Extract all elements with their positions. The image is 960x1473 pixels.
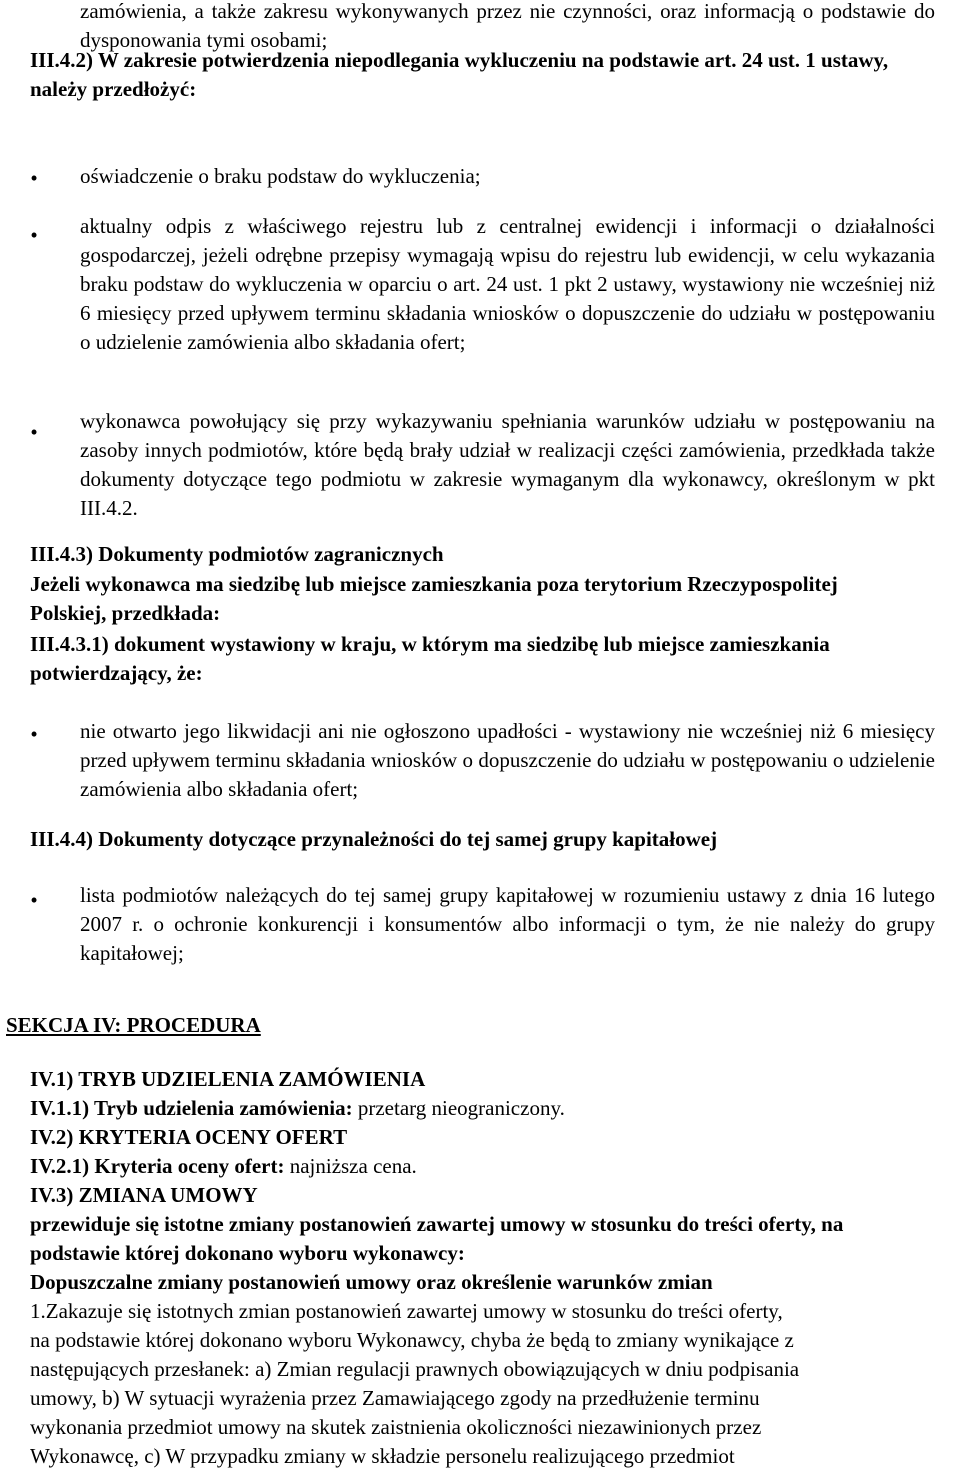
list-item: wykonawca powołujący się przy wykazywaniu spełniania warunków udziału w postępowaniu na zasoby innych podmiotów, które będą brały udział w realizacji części zamówienia, przedkłada także dokumenty dotyczące tego podmiotu w zakresie wymaganym dla wykonawcy, określonym w pkt III.4.2. [80,409,935,520]
bullet-icon: • [30,888,38,912]
heading-iv-1: IV.1) TRYB UDZIELENIA ZAMÓWIENIA [30,1067,426,1091]
section-iv-title: SEKCJA IV: PROCEDURA [6,1013,261,1037]
section-heading-iii-4-3: III.4.3) Dokumenty podmiotów zagranicznych [30,542,444,566]
intro-paragraph: zamówienia, a także zakresu wykonywanych przez nie czynności, oraz informacją o podstawie do dysponowania tymi osobami; [80,0,935,52]
iv-3-subheading: Dopuszczalne zmiany postanowień umowy oraz określenie warunków zmian [30,1270,713,1294]
text-line: na podstawie której dokonano wyboru Wykonawcy, chyba że będą to zmiany wynikające z [30,1328,794,1352]
row-iv-1-1 [30,1094,930,1123]
text-line: umowy, b) W sytuacji wyrażenia przez Zamawiającego zgody na przedłużenie terminu [30,1386,760,1410]
iv-3-text: przewiduje się istotne zmiany postanowień zawartej umowy w stosunku do treści oferty, na podstawie której dokonano wyboru wykonawcy: [30,1212,844,1265]
foreign-entities-condition: Jeżeli wykonawca ma siedzibę lub miejsce zamieszkania poza terytorium Rzeczypospolitej Polskiej, przedkłada: [30,572,838,625]
list-item: aktualny odpis z właściwego rejestru lub z centralnej ewidencji i informacji o działalności gospodarczej, jeżeli odrębne przepisy wymagają wpisu do rejestru lub ewidencji, w celu wykazania braku podstaw do wykluczenia w oparciu o art. 24 ust. 1 pkt 2 ustawy, wystawiony nie wcześniej niż 6 miesięcy przed upływem terminu składania wniosków o dopuszczenie do udziału w postępowaniu o udzielenie zamówienia albo składania ofert; [80,214,935,354]
list-item: oświadczenie o braku podstaw do wykluczenia; [80,164,481,188]
text-line: 1.Zakazuje się istotnych zmian postanowień zawartej umowy w stosunku do treści oferty, [30,1299,783,1323]
bullet-icon: • [30,166,38,190]
bullet-icon: • [30,223,38,247]
heading-iv-2: IV.2) KRYTERIA OCENY OFERT [30,1125,348,1149]
text-line: następujących przesłanek: a) Zmian regulacji prawnych obowiązujących w dniu podpisania [30,1357,800,1381]
iv-2-1-value: najniższa cena. [289,1154,417,1178]
list-item: nie otwarto jego likwidacji ani nie ogłoszono upadłości - wystawiony nie wcześniej niż 6 miesięcy przed upływem terminu składania wniosków o dopuszczenie do udziału w postępowaniu o udzielenie zamówienia albo składania ofert; [80,719,935,801]
heading-iv-3: IV.3) ZMIANA UMOWY [30,1183,258,1207]
text-line: wykonania przedmiot umowy na skutek zaistnienia okoliczności niezawinionych przez [30,1415,762,1439]
row-iv-2-1 [30,1152,930,1181]
list-item: lista podmiotów należących do tej samej grupy kapitałowej w rozumieniu ustawy z dnia 16 lutego 2007 r. o ochronie konkurencji i konsumentów albo informacji o tym, że nie należy do grupy kapitałowej; [80,883,935,965]
iv-1-1-label: IV.1.1) Tryb udzielenia zamówienia: [30,1096,353,1120]
section-heading-iii-4-4: III.4.4) Dokumenty dotyczące przynależności do tej samej grupy kapitałowej [30,827,718,851]
text-line: Wykonawcę, c) W przypadku zmiany w składzie personelu realizującego przedmiot [30,1444,735,1468]
bullet-icon: • [30,722,38,746]
section-heading-iii-4-3-1: III.4.3.1) dokument wystawiony w kraju, w którym ma siedzibę lub miejsce zamieszkania potwierdzający, że: [30,632,830,685]
bullet-icon: • [30,420,38,444]
section-heading-iii-4-2: III.4.2) W zakresie potwierdzenia niepodlegania wykluczeniu na podstawie art. 24 ust. 1 ustawy, należy przedłożyć: [30,48,889,101]
iv-2-1-label: IV.2.1) Kryteria oceny ofert: [30,1154,285,1178]
iv-1-1-value: przetarg nieograniczony. [357,1096,565,1120]
